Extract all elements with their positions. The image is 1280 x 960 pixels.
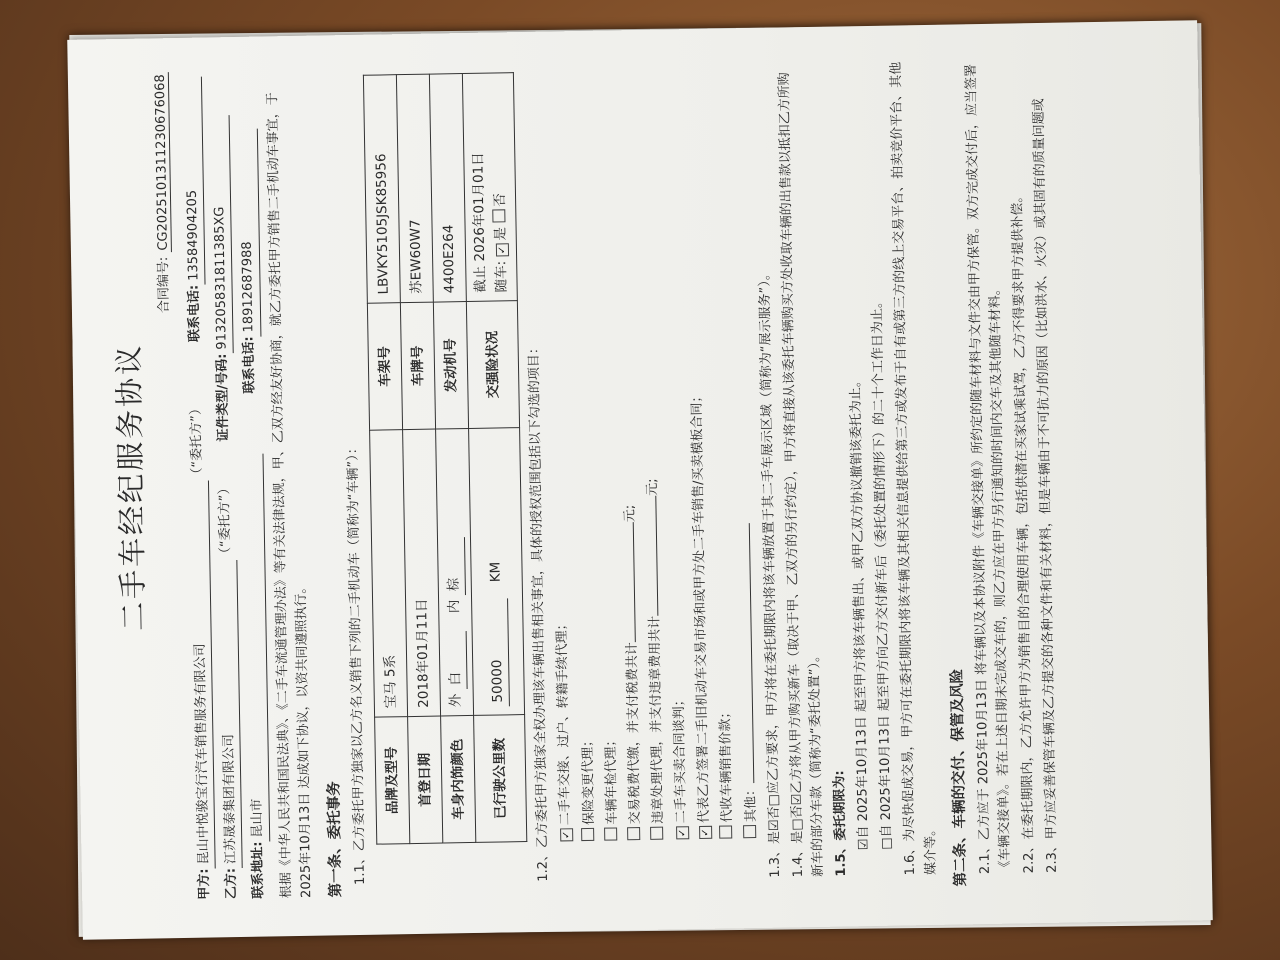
authorization-option: 车辆年检代理；	[589, 64, 624, 892]
authorization-option: 交易税费代缴，并支付税费共计元;	[613, 64, 648, 892]
checked-box-icon: ✓	[676, 826, 689, 839]
clause-1-5-b: □自 2025年10月13日 起至甲方向乙方交付新车后（委托处置的情形下）的二十个工作日为止。	[870, 294, 895, 850]
authorization-options	[543, 62, 763, 893]
unchecked-box-icon	[627, 827, 640, 840]
checked-box-icon: ✓	[699, 826, 712, 839]
insurance-no-checkbox	[493, 210, 506, 223]
authorization-option: ✓二手车交接、过户、转籍手续代理；	[543, 65, 578, 893]
amount-blank	[655, 496, 658, 616]
authorization-option: 代收车辆销售价款；	[705, 62, 740, 890]
authorization-option: ✓二手车买卖合同谈判；	[659, 63, 694, 891]
authorization-option: ✓代表乙方签署二手旧机动车交易市场和或甲方处二手车销售/买卖模板合同；	[682, 63, 717, 891]
party-a-name: 昆山中悦骏宝行汽车销售服务有限公司	[188, 480, 216, 868]
section-2-heading: 第二条、车辆的交付、保管及风险	[949, 668, 969, 887]
party-b-id: 913205831811385XG	[209, 115, 234, 353]
clause-2-1: 2.1、乙方应于 2025年10月13日 将车辆以及本协议附件《车辆交接单》所约定的随车材料与文件交由甲方保管。双方完成交付后，应当签署《车辆交接单》。若在上述日期未完成交车的，则乙方应在甲方另行通知的时间内交车及其他随车材料。	[964, 63, 1014, 875]
amount-blank	[633, 522, 636, 642]
vehicle-insurance: 截止 2026年01月01日 随车: ✓是 否	[463, 73, 518, 302]
clause-1-4: 1.4、是□否☑乙方将从甲方购买新车（取决于甲、乙双方的另行约定），甲方将直接从该委托车辆购买方处收取车辆的出售款以抵扣乙方所购新车的部分车款（简称为“委托处置”）。	[776, 72, 826, 878]
clause-1-5-a: ☑自 2025年10月13日 起至甲方将该车辆售出、或甲乙双方协议撤销该委托为止。	[848, 373, 872, 851]
clause-1-2: 1.2、乙方委托甲方独家全权办理该车辆出售相关事宜，具体的授权范围包括以下勾选的项目：	[526, 341, 552, 882]
clause-1-1: 1.1、乙方委托甲方独家以乙方名义销售下列的二手机动车（简称为“车辆”）：	[345, 441, 369, 886]
address-phone: 18912687988	[236, 128, 261, 336]
unchecked-box-icon	[650, 827, 663, 840]
authorization-option: 其他：	[728, 62, 763, 890]
party-a-phone: 13584904205	[181, 77, 206, 285]
vehicle-color: 外 白 内 棕	[436, 428, 474, 716]
vehicle-vin: LBVKY5105JSK85956	[364, 75, 401, 304]
contract-document	[67, 20, 1213, 940]
authorization-option: 违章处理代理，并支付违章费用共计元;	[636, 64, 671, 892]
vehicle-km: 50000 KM	[469, 428, 525, 716]
party-a-row: 甲方: 昆山中悦骏宝行汽车销售服务有限公司 （“委托方”） 联系电话: 13584904205	[181, 72, 217, 900]
clause-1-6: 1.6、为尽快促成交易，甲方可在委托期限内将该车辆及其相关信息提供给第三方或发布于自有或第三方的线上交易平台、拍卖竞价平台、其他媒介等。	[889, 61, 939, 876]
vehicle-engine: 4400E264	[430, 74, 467, 303]
unchecked-box-icon	[604, 827, 617, 840]
address-row: 联系地址: 昆山市 联系电话: 18912687988	[235, 71, 271, 899]
party-b-row: 乙方: 江苏晟泰集团有限公司 （“委托方”） 证件类型/号码: 913205831811385XG	[208, 71, 244, 899]
intro-paragraph: 根据《中华人民共和国民法典》、《二手车流通管理办法》等有关法律法规，甲、乙双方经友好协商，就乙方委托甲方销售二手机动车事宜，于 2025年10月13日 达成如下协议，以资共同遵照执行。	[264, 92, 314, 899]
unchecked-box-icon	[743, 825, 756, 838]
vehicle-reg-date: 2018年01月11日	[403, 429, 441, 717]
other-blank	[748, 523, 754, 783]
clause-1-5: 1.5、委托期限为:	[832, 770, 850, 877]
authorization-option: 保险变更代理；	[566, 65, 601, 893]
insurance-yes-checkbox: ✓	[496, 243, 509, 256]
section-1-heading: 第一条、委托事务	[325, 781, 345, 898]
contract-number-value: CG2025101311230676068	[153, 72, 172, 253]
clause-1-3: 1.3、是☑否□应乙方要求，甲方将在委托期限内将该车辆放置于其二手车展示区域（简称为“展示服务”）。	[756, 267, 783, 878]
clause-2-3: 2.3、甲方应妥善保管车辆及乙方提交的各种文件和有关材料，但是车辆由于不可抗力的原因（比如洪水、火灾）或其固有的质量问题或	[1031, 98, 1060, 873]
checked-box-icon: ✓	[560, 828, 573, 841]
contract-number: 合同编号: CG2025101311230676068	[151, 72, 186, 900]
unchecked-box-icon	[719, 825, 732, 838]
unchecked-box-icon	[581, 828, 594, 841]
party-b-name: 江苏晟泰集团有限公司	[217, 560, 244, 868]
document-title: 二手车经纪服务协议	[111, 342, 151, 632]
vehicle-plate: 苏EW60W7	[397, 74, 434, 303]
vehicle-brand: 宝马 5系	[370, 430, 408, 718]
address-value: 昆山市	[242, 453, 270, 841]
vehicle-table: 品牌及型号 宝马 5系 车架号 LBVKY5105JSK85956 首登日期 2018年01月11日 车牌号 苏EW60W7 车身内饰颜色 外 白 内 棕 发动机号 4400E264 已行驶公里数 50000 KM 交强险状况 截止 2026年01月01日 随车: ✓是 否	[363, 72, 527, 845]
clause-2-2: 2.2、在委托期限内，乙方允许甲方为销售目的合理使用车辆，包括供潜在买家试乘试驾，乙方不得要求甲方提供补偿。	[1009, 189, 1037, 874]
